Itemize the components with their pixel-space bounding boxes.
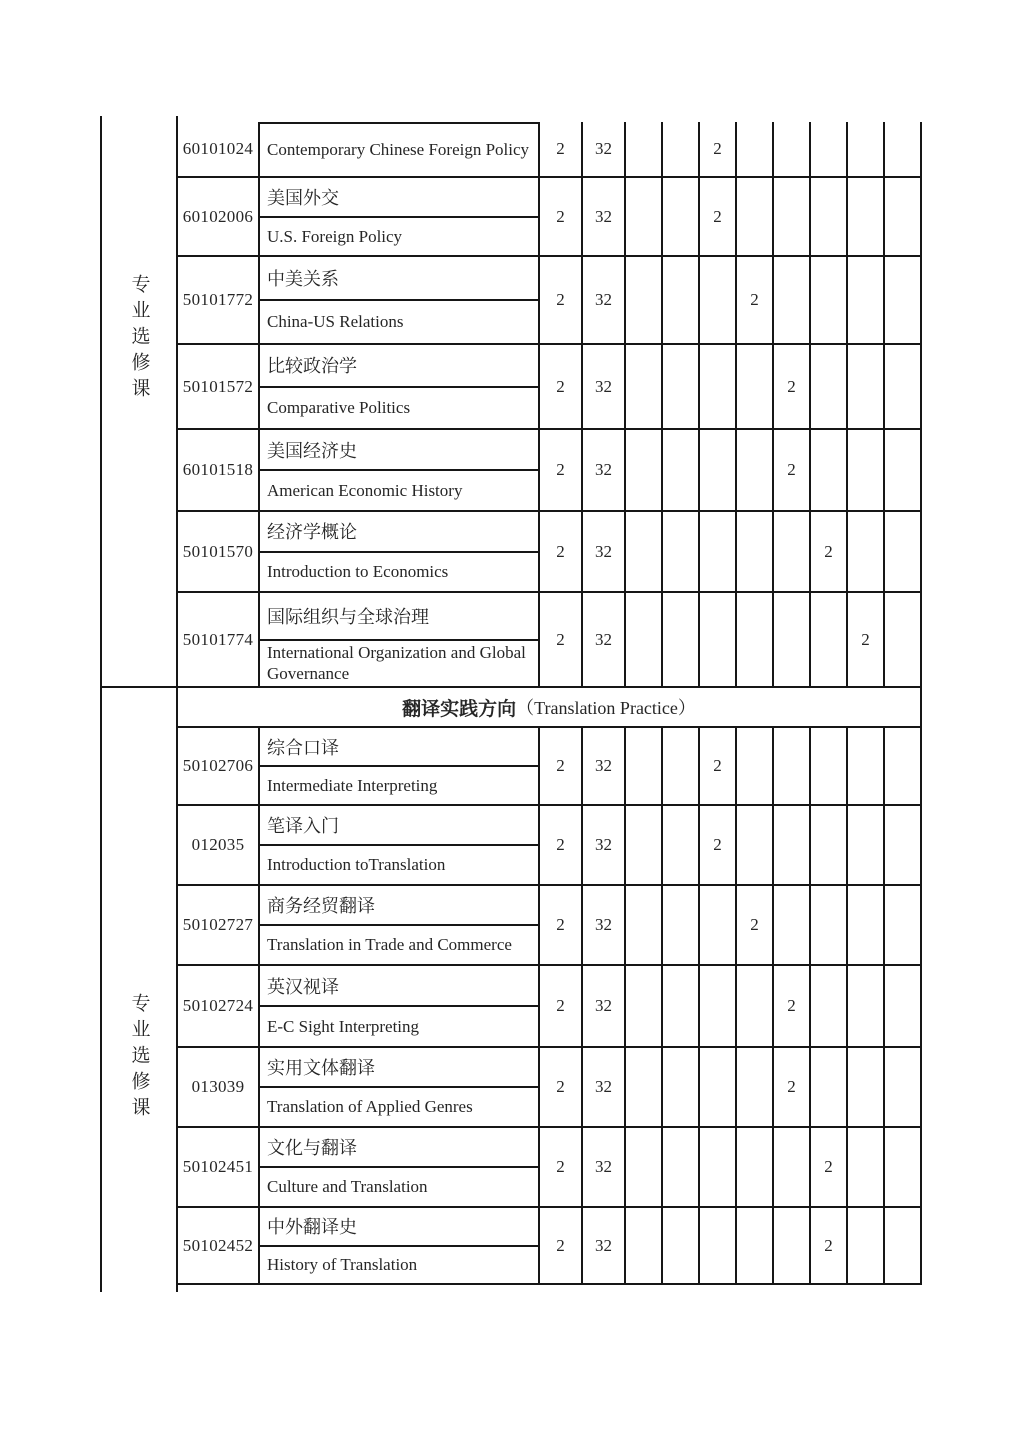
- semester-7-cell: [848, 512, 885, 591]
- semester-2-cell: [663, 430, 700, 510]
- semester-5-cell: 2: [774, 430, 811, 510]
- course-code-cell: 50101572: [178, 345, 260, 428]
- section-header-translation-practice: [178, 688, 922, 728]
- semester-3-cell: [700, 1128, 737, 1206]
- semester-2-cell: [663, 178, 700, 255]
- course-code-cell: 50102452: [178, 1208, 260, 1283]
- semester-3-cell: [700, 257, 737, 343]
- course-code-cell: 50102727: [178, 886, 260, 964]
- semester-6-cell: 2: [811, 1208, 848, 1283]
- course-row: [178, 257, 922, 345]
- section-rows-american-studies: [178, 122, 922, 688]
- course-name-cn: 美国外交: [260, 178, 538, 218]
- course-name-cell: [260, 430, 540, 510]
- course-code-cell: 60102006: [178, 178, 260, 255]
- semester-3-cell: [700, 593, 737, 686]
- semester-2-cell: [663, 728, 700, 804]
- course-name-cn: 中美关系: [260, 257, 538, 301]
- semester-6-cell: 2: [811, 512, 848, 591]
- semester-5-cell: 2: [774, 345, 811, 428]
- course-credits-cell: 2: [540, 257, 583, 343]
- course-credits-cell: 2: [540, 122, 583, 176]
- course-name-en: E-C Sight Interpreting: [267, 1016, 420, 1036]
- section-header-en: （Translation Practice）: [516, 698, 696, 718]
- course-name-en: International Organization and Global Governance: [267, 643, 526, 684]
- course-hours-cell: 32: [583, 1128, 626, 1206]
- section-header-cn: 翻译实践方向: [402, 698, 517, 720]
- course-row: [178, 122, 922, 178]
- semester-1-cell: [626, 257, 663, 343]
- semester-4-cell: [737, 806, 774, 884]
- semester-1-cell: [626, 886, 663, 964]
- semester-2-cell: [663, 122, 700, 176]
- semester-5-cell: [774, 1128, 811, 1206]
- category-cell-section-1: [102, 116, 176, 688]
- semester-7-cell: [848, 1128, 885, 1206]
- course-row: [178, 512, 922, 593]
- semester-5-cell: [774, 122, 811, 176]
- semester-5-cell: [774, 1208, 811, 1283]
- semester-7-cell: [848, 1048, 885, 1126]
- course-credits-cell: 2: [540, 1128, 583, 1206]
- semester-8-cell: [885, 512, 922, 591]
- semester-8-cell: [885, 257, 922, 343]
- semester-6-cell: [811, 257, 848, 343]
- course-name-cn: 国际组织与全球治理: [260, 593, 538, 641]
- category-label-electives-1: 专业选修课: [128, 274, 150, 404]
- semester-8-cell: [885, 1128, 922, 1206]
- semester-2-cell: [663, 1128, 700, 1206]
- semester-1-cell: [626, 966, 663, 1046]
- semester-2-cell: [663, 886, 700, 964]
- semester-8-cell: [885, 122, 922, 176]
- semester-4-cell: [737, 966, 774, 1046]
- course-name-cn: 经济学概论: [260, 512, 538, 553]
- semester-8-cell: [885, 593, 922, 686]
- semester-7-cell: [848, 966, 885, 1046]
- course-name-cell: [260, 1048, 540, 1126]
- semester-2-cell: [663, 345, 700, 428]
- course-row: [178, 806, 922, 886]
- course-credits-cell: 2: [540, 1208, 583, 1283]
- course-code-cell: 60101518: [178, 430, 260, 510]
- semester-1-cell: [626, 1208, 663, 1283]
- course-code-cell: 013039: [178, 1048, 260, 1126]
- course-name-en: American Economic History: [267, 480, 463, 500]
- semester-4-cell: [737, 512, 774, 591]
- semester-7-cell: [848, 806, 885, 884]
- course-name-cell: [260, 1128, 540, 1206]
- semester-7-cell: [848, 1208, 885, 1283]
- semester-5-cell: [774, 593, 811, 686]
- semester-8-cell: [885, 345, 922, 428]
- semester-3-cell: [700, 345, 737, 428]
- course-table-body: [178, 122, 922, 1285]
- course-code-cell: 50102451: [178, 1128, 260, 1206]
- course-name-cell: [260, 966, 540, 1046]
- course-name-cn: 商务经贸翻译: [260, 886, 538, 926]
- semester-4-cell: [737, 1208, 774, 1283]
- course-name-cn: 实用文体翻译: [260, 1048, 538, 1088]
- semester-7-cell: [848, 886, 885, 964]
- semester-7-cell: 2: [848, 593, 885, 686]
- course-code-cell: 50101774: [178, 593, 260, 686]
- semester-3-cell: [700, 1208, 737, 1283]
- semester-5-cell: 2: [774, 1048, 811, 1126]
- course-hours-cell: 32: [583, 1208, 626, 1283]
- semester-1-cell: [626, 1128, 663, 1206]
- course-name-cell: [260, 593, 540, 686]
- semester-4-cell: [737, 593, 774, 686]
- semester-3-cell: [700, 1048, 737, 1126]
- course-code-cell: 50101772: [178, 257, 260, 343]
- course-credits-cell: 2: [540, 728, 583, 804]
- course-credits-cell: 2: [540, 886, 583, 964]
- semester-6-cell: [811, 178, 848, 255]
- course-row: [178, 1208, 922, 1285]
- course-hours-cell: 32: [583, 728, 626, 804]
- semester-8-cell: [885, 178, 922, 255]
- course-row: [178, 1048, 922, 1128]
- semester-3-cell: [700, 886, 737, 964]
- course-name-en: Contemporary Chinese Foreign Policy: [267, 139, 530, 159]
- semester-6-cell: [811, 1048, 848, 1126]
- semester-8-cell: [885, 1208, 922, 1283]
- course-name-cn: 中外翻译史: [260, 1208, 538, 1247]
- semester-7-cell: [848, 728, 885, 804]
- semester-1-cell: [626, 728, 663, 804]
- semester-4-cell: [737, 1048, 774, 1126]
- course-name-cn: 笔译入门: [260, 806, 538, 846]
- semester-4-cell: [737, 178, 774, 255]
- semester-8-cell: [885, 430, 922, 510]
- course-name-en: Comparative Politics: [267, 398, 411, 418]
- course-name-en: History of Translation: [267, 1255, 418, 1275]
- course-name-cell: [260, 886, 540, 964]
- course-row: [178, 728, 922, 806]
- semester-7-cell: [848, 345, 885, 428]
- course-credits-cell: 2: [540, 1048, 583, 1126]
- semester-2-cell: [663, 806, 700, 884]
- course-name-cn: 文化与翻译: [260, 1128, 538, 1168]
- course-name-cell: [260, 178, 540, 255]
- course-name-en: Intermediate Interpreting: [267, 775, 438, 795]
- course-name-cell: [260, 512, 540, 591]
- course-name-en: Translation in Trade and Commerce: [267, 935, 512, 955]
- semester-5-cell: [774, 512, 811, 591]
- course-name-en: Translation of Applied Genres: [267, 1097, 473, 1117]
- semester-6-cell: [811, 886, 848, 964]
- course-credits-cell: 2: [540, 178, 583, 255]
- course-name-cn: 美国经济史: [260, 430, 538, 471]
- semester-4-cell: 2: [737, 886, 774, 964]
- course-code-cell: 50102724: [178, 966, 260, 1046]
- semester-1-cell: [626, 178, 663, 255]
- section-rows-translation-practice: [178, 728, 922, 1285]
- semester-3-cell: [700, 966, 737, 1046]
- course-hours-cell: 32: [583, 966, 626, 1046]
- course-name-cn: 英汉视译: [260, 966, 538, 1007]
- course-hours-cell: 32: [583, 178, 626, 255]
- semester-1-cell: [626, 122, 663, 176]
- course-credits-cell: 2: [540, 966, 583, 1046]
- course-row: [178, 886, 922, 966]
- semester-7-cell: [848, 430, 885, 510]
- semester-7-cell: [848, 257, 885, 343]
- course-name-cn: 综合口译: [260, 728, 538, 767]
- course-code-cell: 50102706: [178, 728, 260, 804]
- semester-8-cell: [885, 1048, 922, 1126]
- semester-6-cell: [811, 345, 848, 428]
- course-row: [178, 430, 922, 512]
- semester-4-cell: 2: [737, 257, 774, 343]
- course-hours-cell: 32: [583, 806, 626, 884]
- semester-5-cell: 2: [774, 966, 811, 1046]
- course-hours-cell: 32: [583, 122, 626, 176]
- course-name-en: U.S. Foreign Policy: [267, 226, 403, 246]
- course-name-cell: [260, 1208, 540, 1283]
- category-column: [100, 116, 178, 1292]
- semester-6-cell: [811, 593, 848, 686]
- course-credits-cell: 2: [540, 593, 583, 686]
- course-name-en: Culture and Translation: [267, 1177, 428, 1197]
- course-code-cell: 012035: [178, 806, 260, 884]
- semester-2-cell: [663, 257, 700, 343]
- semester-3-cell: [700, 512, 737, 591]
- semester-1-cell: [626, 806, 663, 884]
- semester-6-cell: [811, 728, 848, 804]
- semester-4-cell: [737, 430, 774, 510]
- course-name-en: Introduction to Economics: [267, 562, 449, 582]
- course-name-cell: [260, 806, 540, 884]
- semester-2-cell: [663, 966, 700, 1046]
- course-code-cell: 60101024: [178, 122, 260, 176]
- semester-5-cell: [774, 728, 811, 804]
- course-row: [178, 593, 922, 688]
- semester-1-cell: [626, 1048, 663, 1126]
- semester-6-cell: [811, 430, 848, 510]
- semester-4-cell: [737, 345, 774, 428]
- semester-5-cell: [774, 178, 811, 255]
- course-credits-cell: 2: [540, 430, 583, 510]
- semester-2-cell: [663, 512, 700, 591]
- course-code-cell: 50101570: [178, 512, 260, 591]
- semester-8-cell: [885, 806, 922, 884]
- semester-6-cell: [811, 806, 848, 884]
- semester-7-cell: [848, 178, 885, 255]
- course-hours-cell: 32: [583, 593, 626, 686]
- course-name-en: China-US Relations: [267, 312, 404, 332]
- semester-5-cell: [774, 886, 811, 964]
- course-row: [178, 966, 922, 1048]
- semester-5-cell: [774, 806, 811, 884]
- semester-3-cell: 2: [700, 178, 737, 255]
- course-name-cell: [260, 728, 540, 804]
- semester-2-cell: [663, 593, 700, 686]
- course-name-cell: [260, 257, 540, 343]
- course-row: [178, 345, 922, 430]
- semester-8-cell: [885, 966, 922, 1046]
- course-row: [178, 178, 922, 257]
- course-hours-cell: 32: [583, 430, 626, 510]
- semester-3-cell: [700, 430, 737, 510]
- semester-6-cell: [811, 966, 848, 1046]
- semester-1-cell: [626, 345, 663, 428]
- course-hours-cell: 32: [583, 1048, 626, 1126]
- semester-7-cell: [848, 122, 885, 176]
- course-name-cell: [260, 122, 540, 176]
- category-label-electives-2: 专业选修课: [128, 993, 150, 1123]
- semester-3-cell: 2: [700, 122, 737, 176]
- semester-4-cell: [737, 1128, 774, 1206]
- category-cell-section-2: [102, 688, 176, 1292]
- semester-1-cell: [626, 512, 663, 591]
- semester-8-cell: [885, 886, 922, 964]
- semester-4-cell: [737, 728, 774, 804]
- semester-1-cell: [626, 593, 663, 686]
- course-hours-cell: 32: [583, 345, 626, 428]
- course-hours-cell: 32: [583, 257, 626, 343]
- semester-5-cell: [774, 257, 811, 343]
- semester-6-cell: [811, 122, 848, 176]
- course-row: [178, 1128, 922, 1208]
- semester-1-cell: [626, 430, 663, 510]
- course-hours-cell: 32: [583, 512, 626, 591]
- course-name-en: Introduction toTranslation: [267, 855, 446, 875]
- semester-6-cell: 2: [811, 1128, 848, 1206]
- course-name-cn: 比较政治学: [260, 345, 538, 388]
- course-credits-cell: 2: [540, 345, 583, 428]
- course-hours-cell: 32: [583, 886, 626, 964]
- course-credits-cell: 2: [540, 806, 583, 884]
- semester-4-cell: [737, 122, 774, 176]
- course-name-cell: [260, 345, 540, 428]
- course-credits-cell: 2: [540, 512, 583, 591]
- semester-2-cell: [663, 1208, 700, 1283]
- semester-2-cell: [663, 1048, 700, 1126]
- semester-3-cell: 2: [700, 806, 737, 884]
- semester-8-cell: [885, 728, 922, 804]
- semester-3-cell: 2: [700, 728, 737, 804]
